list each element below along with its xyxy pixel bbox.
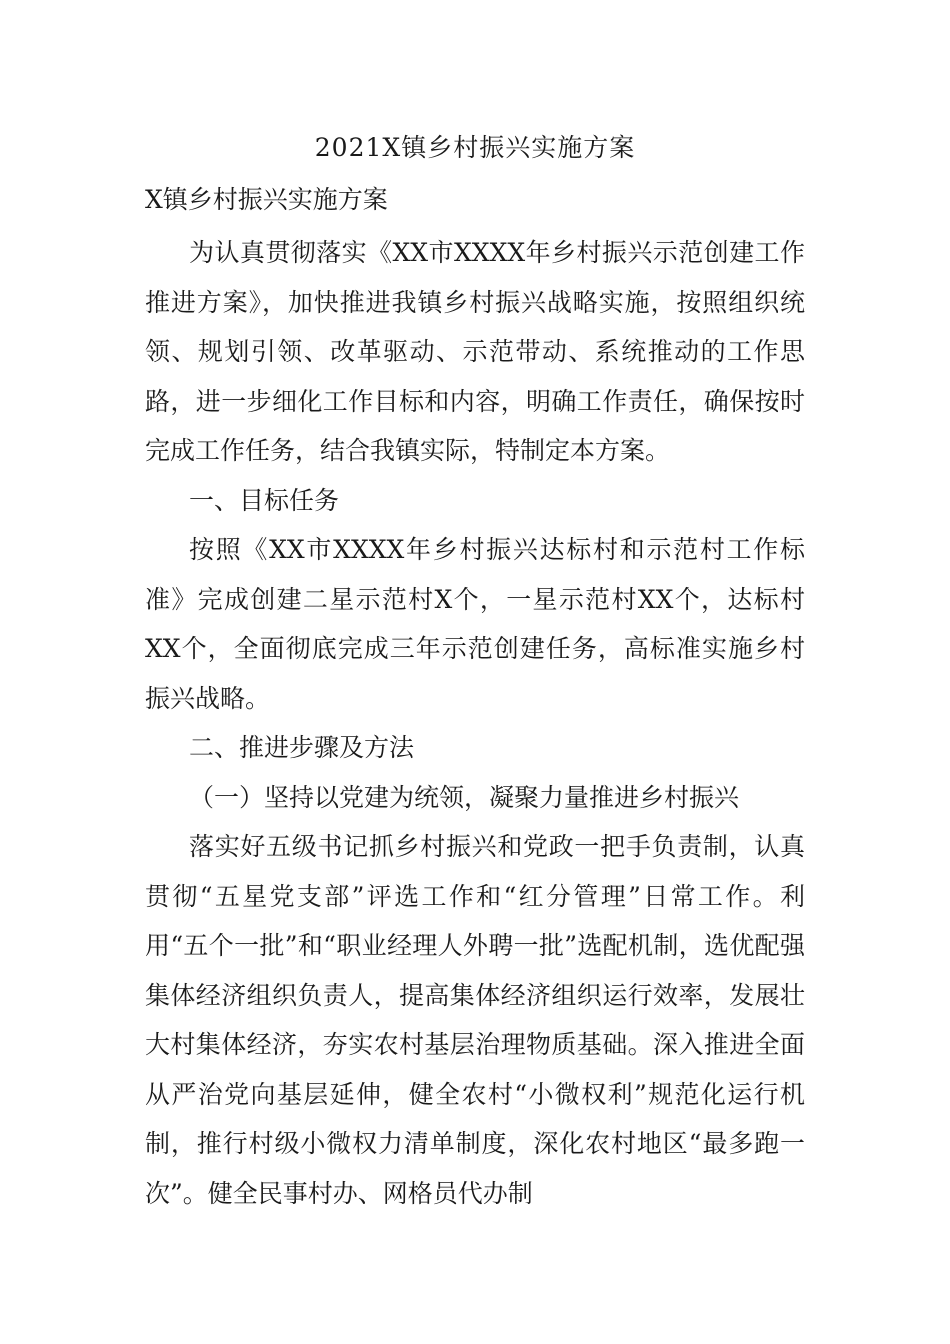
paragraph-party: 落实好五级书记抓乡村振兴和党政一把手负责制，认真贯彻“五星党支部”评选工作和“红分管理”日常工作。利用“五个一批”和“职业经理人外聘一批”选配机制，选优配强集体经济组织负责人，提高集体经济组织运行效率，发展壮大村集体经济，夯实农村基层治理物质基础。深入推进全面从严治党向基层延伸，健全农村“小微权利”规范化运行机制，推行村级小微权力清单制度，深化农村地区“最多跑一次”。健全民事村办、网格员代办制 xyxy=(145,832,805,1208)
section-heading-goals: 一、目标任务 xyxy=(189,485,340,515)
paragraph-goals: 按照《XX市XXXX年乡村振兴达标村和示范村工作标准》完成创建二星示范村X个，一星示范村XX个，达标村XX个，全面彻底完成三年示范创建任务，高标准实施乡村振兴战略。 xyxy=(145,535,805,713)
section-heading-steps: 二、推进步骤及方法 xyxy=(189,733,415,762)
document-subtitle: X镇乡村振兴实施方案 xyxy=(145,185,388,214)
document-title: 2021X镇乡村振兴实施方案 xyxy=(314,133,636,162)
paragraph-intro: 为认真贯彻落实《XX市XXXX年乡村振兴示范创建工作推进方案》，加快推进我镇乡村振兴战略实施，按照组织统领、规划引领、改革驱动、示范带动、系统推动的工作思路，进一步细化工作目标和内容，明确工作责任，确保按时完成工作任务，结合我镇实际，特制定本方案。 xyxy=(145,238,805,465)
document-body xyxy=(145,228,805,1218)
subsection-heading-party: （一）坚持以党建为统领，凝聚力量推进乡村振兴 xyxy=(189,782,740,812)
